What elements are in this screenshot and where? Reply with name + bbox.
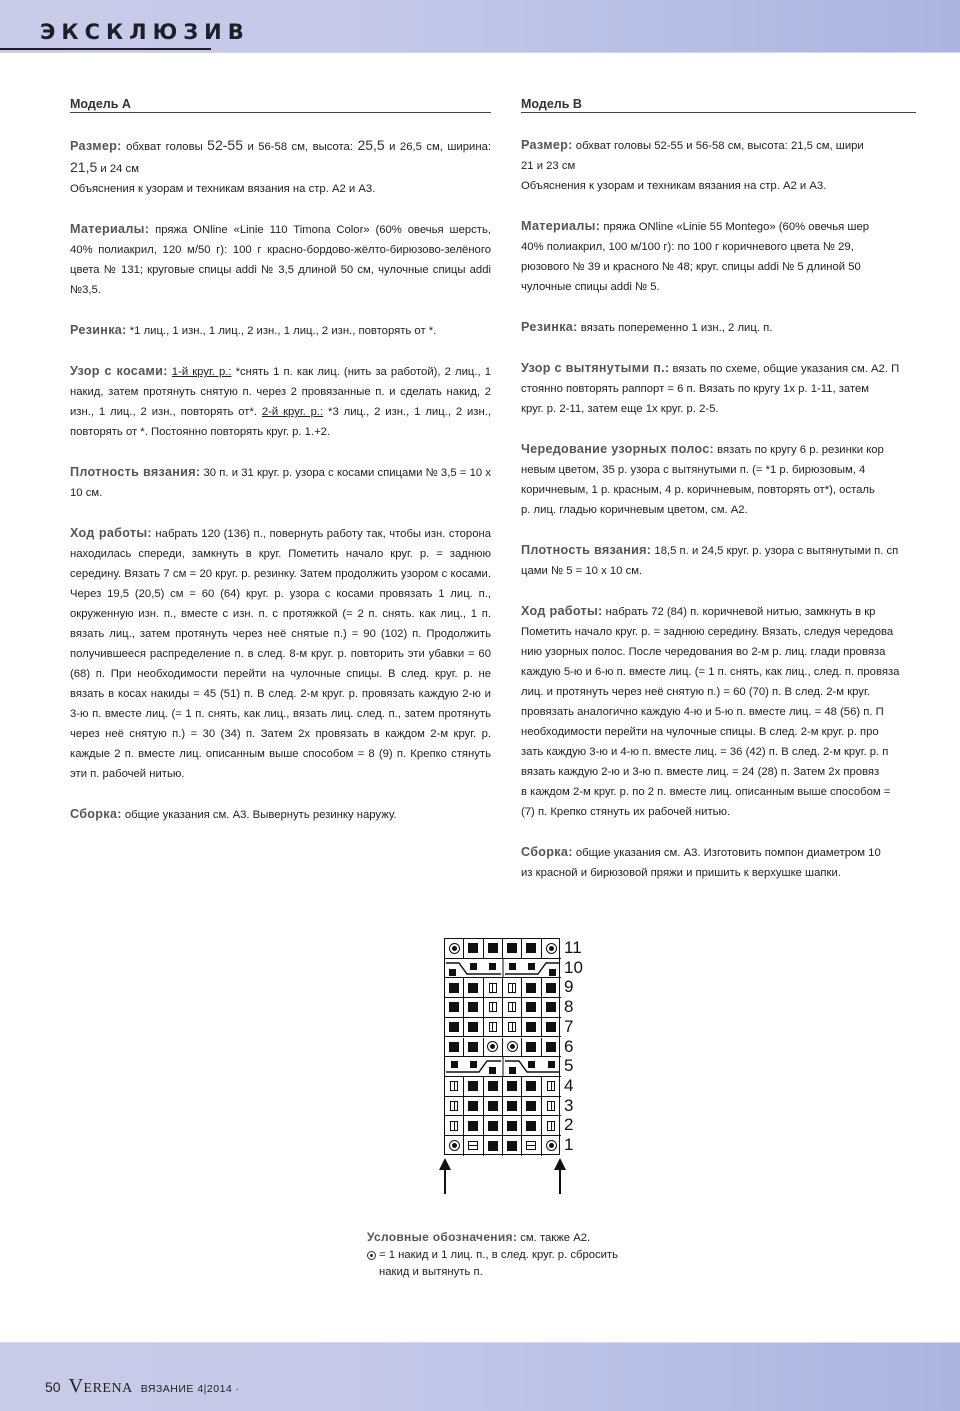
purl-vertical-icon [547, 1101, 555, 1111]
model-b-size [521, 135, 916, 196]
purl-horizontal-icon [526, 1141, 536, 1150]
knit-stitch-icon [526, 943, 536, 953]
text-line [521, 702, 916, 722]
knit-stitch-icon [468, 943, 478, 953]
purl-vertical-icon [489, 1002, 497, 1012]
footer [45, 1375, 240, 1398]
chart-cell [542, 1018, 561, 1038]
text-line [521, 439, 916, 460]
chart-row [445, 978, 561, 998]
round1-label: 1-й круг. р.: [171, 366, 232, 378]
purl-vertical-icon [547, 1121, 555, 1131]
text-line [521, 399, 916, 419]
section-text: лиц. и протянуть через неё снятую п.) = 60 (70) п. В след. 2-м круг. [521, 686, 870, 698]
knit-stitch-icon [526, 1022, 536, 1032]
knit-stitch-icon [488, 1101, 498, 1111]
chart-cell [522, 1077, 541, 1097]
chart-cell [464, 1077, 483, 1097]
rib-label: Резинка: [70, 323, 127, 337]
row-number: 10 [564, 957, 583, 977]
model-a-title: Модель A [70, 94, 491, 113]
text-line [521, 682, 916, 702]
knit-stitch-icon [507, 1141, 517, 1151]
end-arrow-icon [559, 1160, 561, 1194]
knit-stitch-icon [526, 1002, 536, 1012]
model-b-rib [521, 317, 916, 338]
chart-cell [542, 1116, 561, 1136]
yarn-over-slip-icon [546, 943, 557, 954]
chart-cell [464, 1038, 483, 1058]
purl-vertical-icon [489, 1022, 497, 1032]
cable-cross-row [445, 1057, 561, 1077]
chart-cell [522, 1116, 541, 1136]
model-a-assembly [70, 804, 491, 825]
text-line [521, 782, 916, 802]
section-text: стоянно повторять раппорт = 6 п. Вязать по кругу 1x р. 1-11, затем [521, 383, 870, 395]
chart-row [445, 1018, 561, 1038]
text-line [521, 540, 916, 561]
yarn-over-slip-icon [546, 1140, 557, 1151]
chart-cell [445, 1097, 464, 1117]
cable-label: Узор с косами: [70, 364, 168, 378]
chart-cell [464, 1116, 483, 1136]
chart-cell [484, 998, 503, 1018]
section-text: провязать аналогично каждую 4-ю и 5-ю п. вместе лиц. = 48 (56) п. П [521, 706, 884, 718]
knit-stitch-icon [507, 943, 517, 953]
text-line [521, 863, 916, 883]
knit-stitch-icon [507, 1081, 517, 1091]
model-a-gauge [70, 462, 491, 503]
section-label: Плотность вязания: [521, 543, 652, 557]
section-text: 18,5 п. и 24,5 круг. р. узора с вытянутыми п. сп [651, 545, 899, 557]
round1-text: *снять 1 п. как лиц. (нить за работой), 2 лиц., 1 накид, затем протянуть снятую п. через 2 провязанные п. и сделать накид, 2 изн., 1 лиц., 2 изн., повторять от*. [70, 366, 491, 418]
section-text: (7) п. Крепко стянуть их рабочей нитью. [521, 806, 731, 818]
section-label: Сборка: [521, 845, 573, 859]
text-line [521, 601, 916, 622]
work-text: набрать 120 (136) п., повернуть работу так, чтобы изн. сторона находилась спереди, замкнуть в круг. Пометить начало круг. р. = заднюю середину. Вязать 7 см = 20 круг. р. резинку. Затем продолжить узором с косами. Через 19,5 (20,5) см = 60 (64) круг. р. узора с косами провязать 1 лиц. п., окруженную изн. п., вместе с изн. п. с протяжкой (= 2 п. снять. как лиц., 1 п. вязать лиц., затем протянуть через неё снятые п.) = 90 (102) п. Продолжить получившееся распределение п. в след. 8-м круг. р. повторить эти убавки = 60 (68) п. При необходимости перейти на чулочные спицы. В след. круг. р. не вязать в косах накиды = 45 (51) п. В след. 2-м круг. р. провязать каждую 2-ю и 3-ю п. вместе лиц. (= 1 п. снять, как лиц., вязать лиц. след. п., затем протянуть через неё снятую п.) = 30 (34) п. Затем 2х провязать в каждом 2-м круг. р. каждые 2 п. вместе лиц. описанным выше способом = 8 (9) п. Крепко стянуть эти п. рабочей нитью. [70, 528, 491, 780]
legend-title-rest: см. также A2. [517, 1232, 591, 1244]
text-line [521, 216, 916, 237]
text-line [521, 642, 916, 662]
chart-cell [445, 998, 464, 1018]
chart-cell [542, 1077, 561, 1097]
row-number: 5 [564, 1056, 574, 1076]
yarn-over-slip-icon [449, 1140, 460, 1151]
legend-item-text: = 1 накид и 1 лиц. п., в след. круг. р. сбросить [379, 1249, 619, 1261]
text-line [521, 257, 916, 277]
round2-text: *3 лиц., 2 изн., 1 лиц., 2 изн., повторять от *. Постоянно повторять круг. р. 1.+2. [70, 406, 491, 438]
section-text: 21 и 23 см [521, 160, 576, 172]
knit-stitch-icon [468, 1121, 478, 1131]
knit-stitch-icon [468, 1101, 478, 1111]
knit-stitch-icon [526, 1121, 536, 1131]
text-line [521, 722, 916, 742]
text-line [521, 762, 916, 782]
cable-cross-icon [445, 959, 561, 978]
round2-label: 2-й круг. р.: [261, 406, 324, 418]
purl-vertical-icon [450, 1081, 458, 1091]
knit-stitch-icon [546, 1022, 556, 1032]
model-a-column [70, 94, 491, 845]
knit-stitch-icon [526, 983, 536, 993]
chart-row [445, 1097, 561, 1117]
knit-stitch-icon [546, 1002, 556, 1012]
legend-item-text-cont: накид и вытянуть п. [379, 1266, 483, 1278]
size-text: и 26,5 см, ширина: [384, 141, 491, 153]
header-band [0, 0, 960, 53]
knit-stitch-icon [526, 1101, 536, 1111]
size-text: обхват головы [121, 141, 208, 153]
chart-row [445, 1116, 561, 1136]
section-label: Узор с вытянутыми п.: [521, 361, 670, 375]
chart-row [445, 998, 561, 1018]
text-line [521, 500, 916, 520]
section-label: Ход работы: [521, 604, 603, 618]
chart-cell [503, 1097, 522, 1117]
chart-cell [542, 1038, 561, 1058]
chart-cell [503, 1116, 522, 1136]
purl-vertical-icon [508, 1002, 516, 1012]
section-text: чулочные спицы addi № 5. [521, 281, 660, 293]
section-text: вязать по схеме, общие указания см. A2. П [669, 363, 900, 375]
row-number: 3 [564, 1095, 574, 1115]
chart-cell [522, 998, 541, 1018]
assembly-text: общие указания см. A3. Вывернуть резинку наружу. [121, 809, 397, 821]
size-note: Объяснения к узорам и техникам вязания на стр. A2 и A3. [70, 183, 376, 195]
materials-text: пряжа ONline «Linie 110 Timona Color» (60% овечья шерсть, 40% полиакрил, 120 м/50 г): 100 г красно-бордово-жёлто-бирюзово-зелёного цвета № 131; круговые спицы addi № 3,5 длиной 50 см, чулочные спицы addi №3,5. [70, 224, 491, 296]
chart-cell [522, 1136, 541, 1156]
chart-cell [484, 1038, 503, 1058]
section-title: ЭКСКЛЮЗИВ [40, 20, 250, 44]
chart-row [445, 939, 561, 959]
chart-cell [522, 939, 541, 959]
page-number: 50 [45, 1379, 61, 1395]
purl-vertical-icon [508, 1022, 516, 1032]
purl-horizontal-icon [468, 1141, 478, 1150]
row-number: 1 [564, 1135, 574, 1154]
chart-cell [464, 1097, 483, 1117]
knit-stitch-icon [488, 1081, 498, 1091]
chart-cell [484, 1018, 503, 1038]
cable-cross-row [445, 959, 561, 979]
chart-cell [464, 978, 483, 998]
chart-cell [445, 978, 464, 998]
chart-cell [445, 939, 464, 959]
start-arrow-icon [444, 1160, 446, 1194]
section-text: вязать попеременно 1 изн., 2 лиц. п. [577, 322, 773, 334]
knit-stitch-icon [488, 1121, 498, 1131]
materials-label: Материалы: [70, 222, 150, 236]
work-label: Ход работы: [70, 526, 152, 540]
size-value: 52-55 [207, 137, 243, 153]
model-b-pulled-pattern [521, 358, 916, 419]
text-line [521, 662, 916, 682]
section-text: вязать по кругу 6 р. резинки кор [714, 444, 884, 456]
knit-stitch-icon [546, 983, 556, 993]
text-line [521, 561, 916, 581]
section-text: круг. р. 2-11, затем еще 1x круг. р. 2-5. [521, 403, 719, 415]
model-a-materials [70, 219, 491, 300]
text-line [521, 358, 916, 379]
text-line [521, 842, 916, 863]
chart-cell [542, 1097, 561, 1117]
section-text: в каждом 2-м круг. р. по 2 п. вместе лиц. описанным выше способом = [521, 786, 891, 798]
text-line [521, 317, 916, 338]
chart-cell [503, 1018, 522, 1038]
legend-title: Условные обозначения: [367, 1230, 518, 1244]
text-line [521, 176, 916, 196]
brand-logo [69, 1375, 133, 1398]
chart-cell [445, 1116, 464, 1136]
chart-row [445, 1136, 561, 1156]
text-line [521, 480, 916, 500]
section-text: вязать каждую 2-ю и 3-ю п. вместе лиц. = 24 (28) п. Затем 2x провяз [521, 766, 880, 778]
text-line [521, 460, 916, 480]
chart-cell [503, 978, 522, 998]
section-label: Чередование узорных полос: [521, 442, 715, 456]
section-text: зать каждую 3-ю и 4-ю п. вместе лиц. = 36 (42) п. В след. 2-м круг. р. п [521, 746, 889, 758]
section-text: обхват головы 52-55 и 56-58 см, высота: 21,5 см, шири [572, 140, 864, 152]
chart-cell [503, 939, 522, 959]
chart-cell [445, 1018, 464, 1038]
yarn-over-slip-icon [449, 943, 460, 954]
model-b-stripes [521, 439, 916, 520]
chart-cell [522, 978, 541, 998]
row-number: 6 [564, 1036, 574, 1056]
chart-cell [484, 1116, 503, 1136]
knit-stitch-icon [507, 1101, 517, 1111]
gauge-label: Плотность вязания: [70, 465, 201, 479]
chart-cell [542, 1136, 561, 1156]
knit-stitch-icon [507, 1121, 517, 1131]
model-a-rib [70, 320, 491, 341]
knit-stitch-icon [468, 1022, 478, 1032]
chart-cell [522, 1097, 541, 1117]
chart-cell [542, 998, 561, 1018]
chart-cell [484, 978, 503, 998]
knit-stitch-icon [468, 1081, 478, 1091]
section-text: рюзового № 39 и красного № 48; круг. спицы addi № 5 длиной 50 [521, 261, 861, 273]
section-text: из красной и бирюзовой пряжи и пришить к верхушке шапки. [521, 867, 841, 879]
text-line [521, 277, 916, 297]
section-text: общие указания см. A3. Изготовить помпон диаметром 10 [572, 847, 881, 859]
knit-stitch-icon [449, 1042, 459, 1052]
section-text: пряжа ONline «Linie 55 Montego» (60% овечья шер [600, 221, 870, 233]
text-line [521, 379, 916, 399]
model-a-size [70, 135, 491, 199]
text-line [521, 742, 916, 762]
chart-cell [484, 1097, 503, 1117]
row-number: 7 [564, 1016, 574, 1036]
text-line [521, 135, 916, 156]
section-text: 40% полиакрил, 100 м/100 г): по 100 г коричневого цвета № 29, [521, 241, 854, 253]
knit-stitch-icon [468, 1042, 478, 1052]
row-number: 8 [564, 997, 574, 1017]
row-number: 11 [564, 938, 582, 957]
title-underline [0, 48, 211, 50]
section-text: каждую 5-ю и 6-ю п. вместе лиц. (= 1 п. снять, как лиц., след. п. провяза [521, 666, 900, 678]
model-b-assembly [521, 842, 916, 883]
issue-label: ВЯЗАНИЕ 4|2014 · [140, 1383, 240, 1395]
model-b-gauge [521, 540, 916, 581]
row-number: 4 [564, 1075, 574, 1095]
model-a-work [70, 523, 491, 784]
section-text: набрать 72 (84) п. коричневой нитью, замкнуть в кр [602, 606, 876, 618]
section-text: невым цветом, 35 р. узора с вытянутыми п. (= *1 р. бирюзовым, 4 [521, 464, 866, 476]
chart-cell [522, 1018, 541, 1038]
width-value: 21,5 [70, 159, 98, 175]
chart-cell [522, 1038, 541, 1058]
knit-stitch-icon [526, 1081, 536, 1091]
purl-vertical-icon [489, 983, 497, 993]
section-text: коричневым, 1 р. красным, 4 р. коричневым, повторять от*), осталь [521, 484, 875, 496]
height-value: 25,5 [357, 137, 385, 153]
knit-stitch-icon [546, 1042, 556, 1052]
row-number: 2 [564, 1115, 574, 1135]
row-number: 9 [564, 977, 574, 997]
chart-cell [464, 1136, 483, 1156]
chart-cell [484, 1136, 503, 1156]
chart-cell [445, 1077, 464, 1097]
cable-cross-icon [445, 1057, 561, 1076]
chart-cell [445, 1038, 464, 1058]
chart-cell [542, 939, 561, 959]
section-label: Размер: [521, 138, 573, 152]
section-text: Объяснения к узорам и техникам вязания на стр. A2 и A3. [521, 180, 827, 192]
chart-cell [503, 1077, 522, 1097]
size-label: Размер: [70, 139, 122, 153]
model-b-materials [521, 216, 916, 297]
section-text: р. лиц. гладью коричневым цветом, см. A2. [521, 504, 748, 516]
text-line [521, 622, 916, 642]
knit-stitch-icon [526, 1042, 536, 1052]
gauge-text: 30 п. и 31 круг. р. узора с косами спицами № 3,5 = 10 x 10 см. [70, 467, 491, 499]
chart-row [445, 1038, 561, 1058]
knit-stitch-icon [449, 983, 459, 993]
chart-cell [503, 1136, 522, 1156]
chart-cell [445, 1136, 464, 1156]
chart-cell [464, 939, 483, 959]
yarn-over-slip-icon [507, 1041, 518, 1052]
purl-vertical-icon [508, 983, 516, 993]
section-label: Резинка: [521, 320, 578, 334]
rib-text: *1 лиц., 1 изн., 1 лиц., 2 изн., 1 лиц., 2 изн., повторять от *. [126, 325, 437, 337]
chart-cell [464, 1018, 483, 1038]
knit-stitch-icon [449, 1002, 459, 1012]
chart-cell [464, 998, 483, 1018]
brand-rest: ERENA [83, 1381, 133, 1396]
section-text: необходимости перейти на чулочные спицы. В след. 2-м круг. р. про [521, 726, 879, 738]
yarn-over-slip-icon [487, 1041, 498, 1052]
model-b-column [521, 94, 916, 903]
knit-stitch-icon [488, 1141, 498, 1151]
assembly-label: Сборка: [70, 807, 122, 821]
slip-stitch-symbol-icon [367, 1251, 376, 1260]
chart-cell [484, 1077, 503, 1097]
size-text: и 24 см [97, 163, 139, 175]
text-line [521, 237, 916, 257]
knit-stitch-icon [449, 1022, 459, 1032]
size-text: и 56-58 см, высота: [242, 141, 358, 153]
text-line [521, 802, 916, 822]
model-a-cable-pattern [70, 361, 491, 442]
model-b-work [521, 601, 916, 822]
knit-stitch-icon [468, 983, 478, 993]
chart-grid [444, 938, 560, 1155]
chart-row [445, 1077, 561, 1097]
purl-vertical-icon [450, 1101, 458, 1111]
section-text: цами № 5 = 10 x 10 см. [521, 565, 643, 577]
chart-cell [503, 998, 522, 1018]
purl-vertical-icon [547, 1081, 555, 1091]
model-b-title: Модель B [521, 94, 916, 113]
chart-cell [542, 978, 561, 998]
knit-stitch-icon [468, 1002, 478, 1012]
purl-vertical-icon [450, 1121, 458, 1131]
knit-stitch-icon [488, 943, 498, 953]
chart-legend [367, 1229, 618, 1281]
chart-cell [484, 939, 503, 959]
section-text: нию узорных полос. После чередования во 2-м р. лиц. глади провяза [521, 646, 886, 658]
text-line [521, 156, 916, 176]
chart-cell [503, 1038, 522, 1058]
knitting-chart [444, 938, 583, 1156]
section-text: Пометить начало круг. р. = заднюю середину. Вязать, следуя чередова [521, 626, 894, 638]
brand-initial: V [68, 1375, 84, 1397]
section-label: Материалы: [521, 219, 601, 233]
